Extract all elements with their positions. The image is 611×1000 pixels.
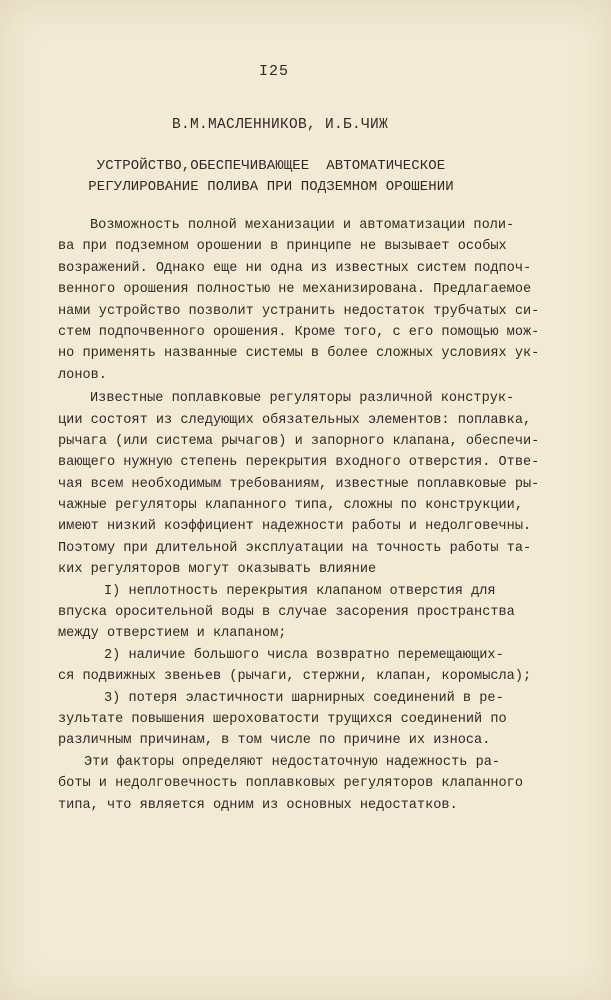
body-line: впуска оросительной воды в случае засорения пространства [58, 605, 515, 621]
body-line: между отверстием и клапаном; [58, 626, 287, 642]
body-line: стем подпочвенного орошения. Кроме того, с его помощью мож- [58, 324, 540, 340]
body-line: ся подвижных звеньев (рычаги, стержни, клапан, коромысла); [58, 669, 532, 685]
body-line: но применять названные системы в более сложных условиях ук- [58, 346, 540, 362]
body-line: Поэтому при длительной эксплуатации на точность работы та- [58, 540, 532, 556]
body-line: возражений. Однако еще ни одна из известных систем подпоч- [58, 260, 532, 276]
article-title [0, 156, 542, 199]
body-line: ких регуляторов могут оказывать влияние [58, 562, 377, 578]
body-line: имеют низкий коэффициент надежности работы и недолговечны. [58, 519, 532, 535]
page-number: I25 [258, 63, 289, 80]
body-line: ва при подземном орошении в принципе не вызывает особых [58, 239, 507, 255]
title-line-2: РЕГУЛИРОВАНИЕ ПОЛИВА ПРИ ПОДЗЕМНОМ ОРОШЕНИИ [88, 179, 454, 196]
body-line: Известные поплавковые регуляторы различной конструк- [90, 391, 515, 407]
authors: В.М.МАСЛЕННИКОВ, И.Б.ЧИЖ [171, 117, 389, 133]
list-item: 3) потеря эластичности шарнирных соединений в ре- [104, 690, 504, 706]
title-line-1: УСТРОЙСТВО,ОБЕСПЕЧИВАЮЩЕЕ АВТОМАТИЧЕСКОЕ [96, 158, 446, 174]
body-line: зультате повышения шероховатости трущихся соединений по [58, 711, 507, 727]
body-line: нами устройство позволит устранить недостаток трубчатых си- [58, 303, 540, 319]
body-line: венного орошения полностью не механизирована. Предлагаемое [58, 282, 532, 298]
article-body [58, 215, 558, 816]
body-line: ции состоят из следующих обязательных элементов: поплавка, [58, 412, 532, 428]
body-line: боты и недолговечность поплавковых регуляторов клапанного [58, 776, 523, 792]
body-line: Эти факторы определяют недостаточную надежность ра- [84, 754, 501, 770]
body-line: вающего нужную степень перекрытия входного отверстия. Отве- [58, 455, 540, 471]
body-line: типа, что является одним из основных недостатков. [58, 797, 458, 813]
body-line: чая всем необходимым требованиям, известные поплавковые ры- [58, 476, 540, 492]
body-line: лонов. [58, 367, 107, 383]
body-line: рычага (или система рычагов) и запорного клапана, обеспечи- [58, 433, 540, 449]
list-item: I) неплотность перекрытия клапаном отверстия для [104, 583, 496, 599]
body-line: различным причинам, в том числе по причине их износа. [58, 733, 491, 749]
body-line: чажные регуляторы клапанного типа, сложны по конструкции, [58, 498, 523, 514]
body-line: Возможность полной механизации и автоматизации поли- [90, 218, 515, 233]
list-item: 2) наличие большого числа возвратно перемещающих- [104, 647, 504, 663]
